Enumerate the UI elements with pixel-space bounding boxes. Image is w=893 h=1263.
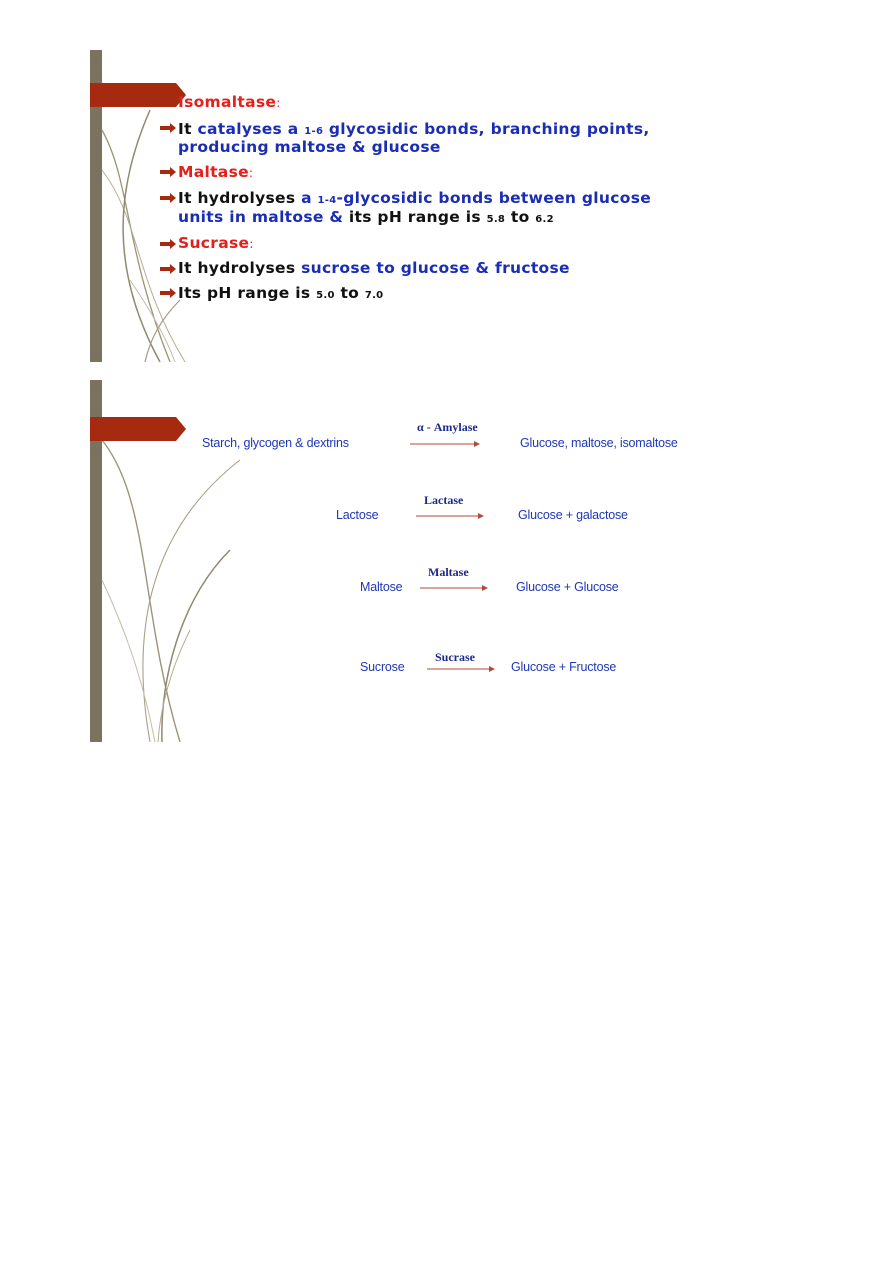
arrow-bullet-icon xyxy=(160,167,176,177)
reaction-maltase-products: Glucose + Glucose xyxy=(516,580,619,594)
sucrase-heading: Sucrase: xyxy=(178,234,254,252)
reaction-maltase-substrate: Maltose xyxy=(360,580,403,594)
arrow-bullet-icon xyxy=(160,264,176,274)
reaction-sucrase-enzyme: Sucrase xyxy=(435,650,475,664)
reaction-arrow-icon xyxy=(416,512,488,520)
reaction-lactase-enzyme: Lactase xyxy=(424,493,464,507)
title-tab xyxy=(90,417,176,441)
arrow-bullet-icon xyxy=(160,123,176,133)
sucrase-description: It hydrolyses sucrose to glucose & fructose xyxy=(178,259,570,277)
reaction-amylase-products: Glucose, maltose, isomaltose xyxy=(520,436,678,450)
reaction-lactase-products: Glucose + galactose xyxy=(518,508,628,522)
reaction-arrow-icon xyxy=(410,440,482,448)
isomaltase-description-line2: producing maltose & glucose xyxy=(178,138,441,156)
arrow-bullet-icon xyxy=(160,239,176,249)
maltase-heading: Maltase: xyxy=(178,163,254,181)
isomaltase-description-line1: It catalyses a 1-6 glycosidic bonds, branching points, xyxy=(178,120,650,138)
reaction-maltase-enzyme: Maltase xyxy=(428,565,469,579)
maltase-description-line1: It hydrolyses a 1-4-glycosidic bonds between glucose xyxy=(178,189,652,207)
reaction-arrow-icon xyxy=(420,584,492,592)
reaction-sucrase-products: Glucose + Fructose xyxy=(511,660,617,674)
title-tab xyxy=(90,83,176,107)
title-tab-tip xyxy=(176,417,186,441)
slide-digestion-reactions xyxy=(90,380,730,742)
slide-isomaltase-maltase-sucrase xyxy=(90,50,730,362)
reaction-lactase-substrate: Lactose xyxy=(336,508,379,522)
isomaltase-heading: Isomaltase: xyxy=(178,93,281,111)
reaction-arrow-icon xyxy=(427,665,499,673)
reaction-sucrase-substrate: Sucrose xyxy=(360,660,405,674)
arrow-bullet-icon xyxy=(160,288,176,298)
sucrase-ph-range: Its pH range is 5.0 to 7.0 xyxy=(178,284,384,302)
maltase-description-line2: units in maltose & its pH range is 5.8 to 6.2 xyxy=(178,208,554,226)
arrow-bullet-icon xyxy=(160,193,176,203)
reaction-amylase-enzyme: α - Amylase xyxy=(417,420,478,434)
reaction-amylase-substrate: Starch, glycogen & dextrins xyxy=(202,436,349,450)
